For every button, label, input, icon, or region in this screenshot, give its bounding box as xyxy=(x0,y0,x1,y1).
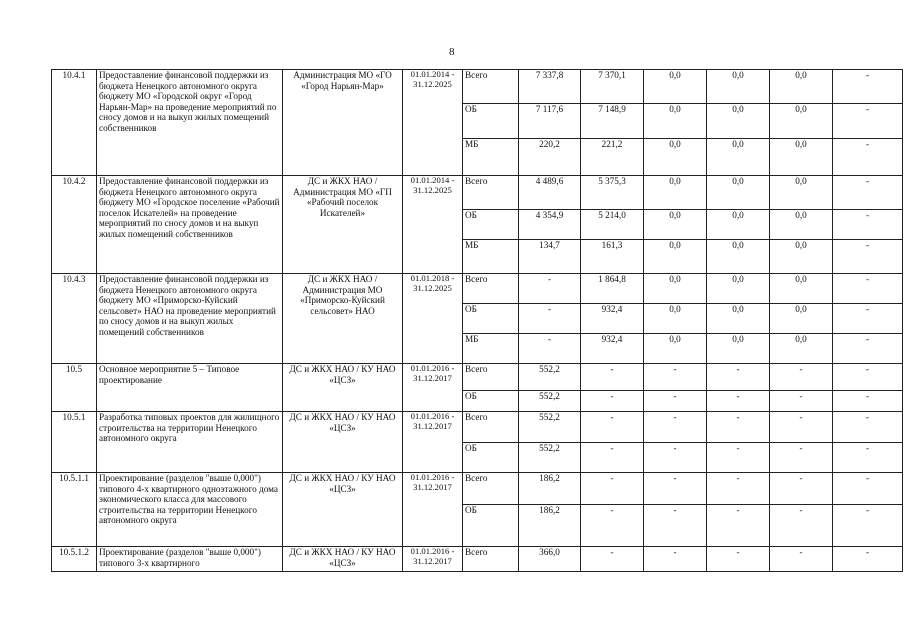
amount-cell: 0,0 xyxy=(644,104,707,139)
row-responsible: Администрация МО «ГО «Город Нарьян-Мар» xyxy=(283,70,403,176)
amount-cell: - xyxy=(581,505,644,547)
row-responsible: ДС и ЖКХ НАО / КУ НАО «ЦСЗ» xyxy=(283,412,403,473)
amount-cell: - xyxy=(644,547,707,572)
amount-cell: 0,0 xyxy=(707,70,770,104)
table-row xyxy=(52,473,903,505)
amount-cell: 0,0 xyxy=(644,334,707,364)
funding-source: Всего xyxy=(463,274,519,304)
amount-cell: 7 117,6 xyxy=(519,104,581,139)
amount-cell: - xyxy=(707,364,770,391)
row-period: 01.01.2016 - 31.12.2017 xyxy=(403,473,463,547)
amount-cell: 186,2 xyxy=(519,473,581,505)
amount-cell: - xyxy=(833,443,903,473)
amount-cell: 0,0 xyxy=(707,334,770,364)
amount-cell: 0,0 xyxy=(770,304,833,334)
table-row xyxy=(52,412,903,443)
amount-cell: - xyxy=(770,505,833,547)
amount-cell: - xyxy=(833,391,903,412)
amount-cell: 0,0 xyxy=(644,139,707,176)
row-description: Разработка типовых проектов для жилищного строительства на территории Ненецкого автономного округа xyxy=(97,412,283,473)
row-description: Проектирование (разделов "выше 0,000") типового 4-х квартирного одноэтажного дома экономического класса для массового строительства на территории Ненецкого автономного округа xyxy=(97,473,283,547)
amount-cell: - xyxy=(707,547,770,572)
amount-cell: 0,0 xyxy=(707,104,770,139)
funding-source: Всего xyxy=(463,364,519,391)
funding-source: ОБ xyxy=(463,505,519,547)
amount-cell: 0,0 xyxy=(644,274,707,304)
amount-cell: - xyxy=(833,473,903,505)
funding-source: МБ xyxy=(463,139,519,176)
amount-cell: - xyxy=(644,364,707,391)
amount-cell: 366,0 xyxy=(519,547,581,572)
amount-cell: 0,0 xyxy=(707,210,770,240)
amount-cell: - xyxy=(770,443,833,473)
amount-cell: - xyxy=(644,473,707,505)
funding-source: МБ xyxy=(463,334,519,364)
amount-cell: 5 375,3 xyxy=(581,176,644,210)
funding-source: Всего xyxy=(463,412,519,443)
amount-cell: 134,7 xyxy=(519,240,581,274)
amount-cell: 0,0 xyxy=(644,210,707,240)
amount-cell: - xyxy=(833,334,903,364)
amount-cell: 552,2 xyxy=(519,443,581,473)
row-description: Основное мероприятие 5 – Типовое проектирование xyxy=(97,364,283,412)
amount-cell: - xyxy=(581,443,644,473)
amount-cell: - xyxy=(707,412,770,443)
amount-cell: 0,0 xyxy=(644,304,707,334)
funding-source: МБ xyxy=(463,240,519,274)
amount-cell: - xyxy=(833,139,903,176)
row-code: 10.4.3 xyxy=(52,274,97,364)
row-period: 01.01.2014 - 31.12.2025 xyxy=(403,70,463,176)
amount-cell: 0,0 xyxy=(770,210,833,240)
funding-source: Всего xyxy=(463,176,519,210)
amount-cell: 161,3 xyxy=(581,240,644,274)
amount-cell: 186,2 xyxy=(519,505,581,547)
amount-cell: 0,0 xyxy=(770,334,833,364)
amount-cell: - xyxy=(833,176,903,210)
row-description: Проектирование (разделов "выше 0,000") типового 3-х квартирного xyxy=(97,547,283,572)
amount-cell: - xyxy=(581,473,644,505)
table-row xyxy=(52,274,903,304)
amount-cell: 220,2 xyxy=(519,139,581,176)
amount-cell: - xyxy=(833,70,903,104)
amount-cell: 0,0 xyxy=(707,304,770,334)
amount-cell: - xyxy=(770,412,833,443)
amount-cell: - xyxy=(770,473,833,505)
row-period: 01.01.2016 - 31.12.2017 xyxy=(403,364,463,412)
funding-source: ОБ xyxy=(463,391,519,412)
table-row xyxy=(52,176,903,210)
row-code: 10.5 xyxy=(52,364,97,412)
amount-cell: 0,0 xyxy=(707,274,770,304)
row-responsible: ДС и ЖКХ НАО / Администрация МО «ГП «Рабочий поселок Искателей» xyxy=(283,176,403,274)
amount-cell: 7 337,8 xyxy=(519,70,581,104)
row-responsible: ДС и ЖКХ НАО / КУ НАО «ЦСЗ» xyxy=(283,547,403,572)
amount-cell: 0,0 xyxy=(770,176,833,210)
amount-cell: 0,0 xyxy=(770,70,833,104)
amount-cell: 221,2 xyxy=(581,139,644,176)
amount-cell: 0,0 xyxy=(770,104,833,139)
row-description: Предоставление финансовой поддержки из бюджета Ненецкого автономного округа бюджету МО «Городской округ «Город Нарьян-Мар» на проведение мероприятий по сносу домов и на выкуп жилых помещений собственников xyxy=(97,70,283,176)
amount-cell: - xyxy=(519,304,581,334)
amount-cell: - xyxy=(644,443,707,473)
row-period: 01.01.2018 - 31.12.2025 xyxy=(403,274,463,364)
row-code: 10.5.1.1 xyxy=(52,473,97,547)
page-number: 8 xyxy=(449,46,455,58)
amount-cell: 7 148,9 xyxy=(581,104,644,139)
amount-cell: 0,0 xyxy=(644,176,707,210)
amount-cell: 0,0 xyxy=(707,240,770,274)
amount-cell: - xyxy=(833,364,903,391)
amount-cell: 0,0 xyxy=(707,176,770,210)
row-responsible: ДС и ЖКХ НАО / КУ НАО «ЦСЗ» xyxy=(283,364,403,412)
amount-cell: - xyxy=(644,505,707,547)
amount-cell: 0,0 xyxy=(644,70,707,104)
amount-cell: 4 489,6 xyxy=(519,176,581,210)
amount-cell: 552,2 xyxy=(519,364,581,391)
amount-cell: - xyxy=(770,391,833,412)
amount-cell: 0,0 xyxy=(770,274,833,304)
amount-cell: - xyxy=(833,210,903,240)
amount-cell: 5 214,0 xyxy=(581,210,644,240)
amount-cell: - xyxy=(707,505,770,547)
amount-cell: 932,4 xyxy=(581,304,644,334)
funding-source: ОБ xyxy=(463,210,519,240)
amount-cell: - xyxy=(707,443,770,473)
amount-cell: 0,0 xyxy=(707,139,770,176)
table-row xyxy=(52,547,903,572)
amount-cell: 932,4 xyxy=(581,334,644,364)
amount-cell: - xyxy=(581,547,644,572)
amount-cell: - xyxy=(770,364,833,391)
amount-cell: - xyxy=(833,547,903,572)
table-row xyxy=(52,364,903,391)
amount-cell: - xyxy=(581,364,644,391)
amount-cell: - xyxy=(644,412,707,443)
amount-cell: 0,0 xyxy=(770,240,833,274)
row-description: Предоставление финансовой поддержки из бюджета Ненецкого автономного округа бюджету МО «Городское поселение «Рабочий поселок Искателей» на проведение мероприятий по сносу домов и на выкуп жилых помещений собственников xyxy=(97,176,283,274)
amount-cell: 1 864,8 xyxy=(581,274,644,304)
amount-cell: - xyxy=(833,240,903,274)
amount-cell: 0,0 xyxy=(644,240,707,274)
amount-cell: - xyxy=(707,391,770,412)
amount-cell: - xyxy=(833,505,903,547)
table-row xyxy=(52,70,903,104)
row-code: 10.5.1 xyxy=(52,412,97,473)
row-code: 10.5.1.2 xyxy=(52,547,97,572)
amount-cell: 552,2 xyxy=(519,391,581,412)
amount-cell: - xyxy=(519,334,581,364)
amount-cell: - xyxy=(833,304,903,334)
row-description: Предоставление финансовой поддержки из бюджета Ненецкого автономного округа бюджету МО «Приморско-Куйский сельсовет» НАО на проведение мероприятий по сносу домов и на выкуп жилых помещений собственников xyxy=(97,274,283,364)
funding-source: Всего xyxy=(463,547,519,572)
amount-cell: 4 354,9 xyxy=(519,210,581,240)
amount-cell: - xyxy=(833,104,903,139)
row-code: 10.4.2 xyxy=(52,176,97,274)
amount-cell: - xyxy=(644,391,707,412)
funding-source: Всего xyxy=(463,473,519,505)
amount-cell: - xyxy=(581,412,644,443)
amount-cell: 0,0 xyxy=(770,139,833,176)
row-period: 01.01.2016 - 31.12.2017 xyxy=(403,547,463,572)
funding-source: ОБ xyxy=(463,304,519,334)
funding-source: ОБ xyxy=(463,443,519,473)
amount-cell: - xyxy=(707,473,770,505)
amount-cell: - xyxy=(581,391,644,412)
amount-cell: - xyxy=(519,274,581,304)
budget-table xyxy=(51,69,903,572)
funding-source: Всего xyxy=(463,70,519,104)
amount-cell: - xyxy=(770,547,833,572)
row-code: 10.4.1 xyxy=(52,70,97,176)
row-responsible: ДС и ЖКХ НАО / КУ НАО «ЦСЗ» xyxy=(283,473,403,547)
row-period: 01.01.2016 - 31.12.2017 xyxy=(403,412,463,473)
amount-cell: 7 370,1 xyxy=(581,70,644,104)
amount-cell: 552,2 xyxy=(519,412,581,443)
row-period: 01.01.2014 - 31.12.2025 xyxy=(403,176,463,274)
amount-cell: - xyxy=(833,412,903,443)
row-responsible: ДС и ЖКХ НАО / Администрация МО «Приморско-Куйский сельсовет» НАО xyxy=(283,274,403,364)
amount-cell: - xyxy=(833,274,903,304)
funding-source: ОБ xyxy=(463,104,519,139)
